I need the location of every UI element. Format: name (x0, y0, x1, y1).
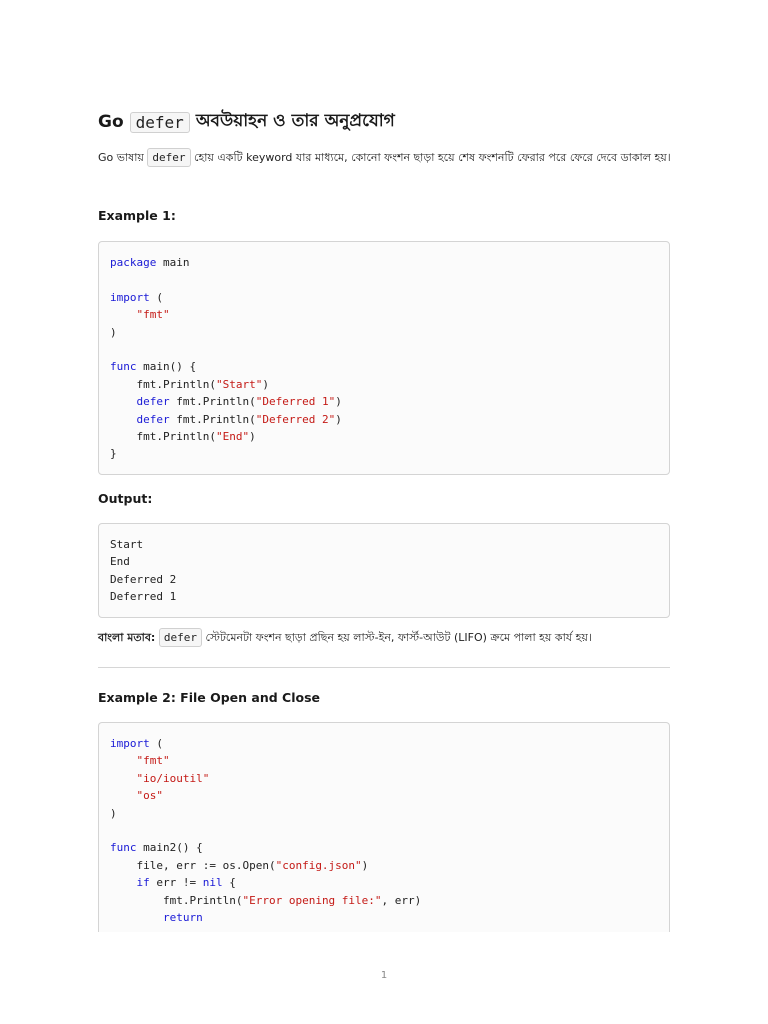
code-line (110, 822, 658, 839)
code-line: import ( (110, 737, 163, 750)
note-code: defer (159, 628, 202, 647)
section-divider (98, 667, 670, 668)
output-block (98, 523, 670, 618)
note-paragraph (98, 628, 670, 648)
intro-before: Go ভাষায় (98, 151, 144, 164)
output-heading: Output: (98, 491, 153, 506)
code-line: func main2() { (110, 841, 203, 855)
output-line: Start (110, 538, 144, 551)
intro-after: হোয় একটি keyword যার মাধ্যমে, কোনো ফংশন ছাড়া হয়ে শেষ ফংশনটি ফেরার পরে ফেরে দেবে ডাকাল হয়। (194, 151, 671, 164)
example1-code-block (98, 241, 670, 475)
code-line: func main() { (110, 360, 197, 374)
title-code: defer (130, 112, 190, 133)
example2-code-block (98, 722, 670, 932)
code-line: ) (110, 325, 117, 339)
code-line: } (110, 447, 117, 461)
intro-paragraph (98, 148, 673, 168)
example1-heading: Example 1: (98, 208, 176, 223)
note-text: স্টেটমেনটা ফংশন ছাড়া প্রছিন হয় লাস্ট-ইন, ফার্স্ট-আউট (LIFO) ক্রমে পালা হয় কার্য হয়। (205, 631, 592, 644)
code-line: package main (110, 256, 190, 269)
output-line: Deferred 1 (110, 590, 177, 604)
code-line: "fmt" (136, 308, 170, 322)
page-title (98, 108, 395, 136)
code-line: import ( (110, 290, 163, 304)
code-line (110, 271, 658, 288)
code-line: "io/ioutil" (136, 771, 210, 785)
code-line: defer fmt.Println("Deferred 2") (136, 412, 342, 426)
code-line: fmt.Println("Start") (136, 377, 269, 391)
code-line: file, err := os.Open("config.json") (136, 858, 369, 872)
note-label: বাংলা মতাব: (98, 631, 156, 644)
intro-code: defer (147, 148, 190, 167)
code-line: defer fmt.Println("Deferred 1") (136, 395, 342, 409)
code-line: "os" (136, 789, 163, 803)
title-suffix: অবউয়াহন ও তার অনুপ্রযোগ (195, 111, 395, 131)
code-line: ) (110, 806, 117, 820)
code-line: return (162, 910, 203, 924)
code-line: fmt.Println("End") (136, 429, 256, 443)
code-line: if err != nil { (136, 876, 236, 890)
code-line: fmt.Println("Error opening file:", err) (162, 893, 422, 907)
output-line: End (110, 555, 130, 569)
output-line: Deferred 2 (110, 572, 177, 586)
page-number: 1 (380, 970, 388, 981)
title-prefix: Go (98, 112, 124, 132)
code-line (110, 341, 658, 358)
code-line: "fmt" (136, 754, 170, 768)
example2-heading: Example 2: File Open and Close (98, 690, 321, 705)
